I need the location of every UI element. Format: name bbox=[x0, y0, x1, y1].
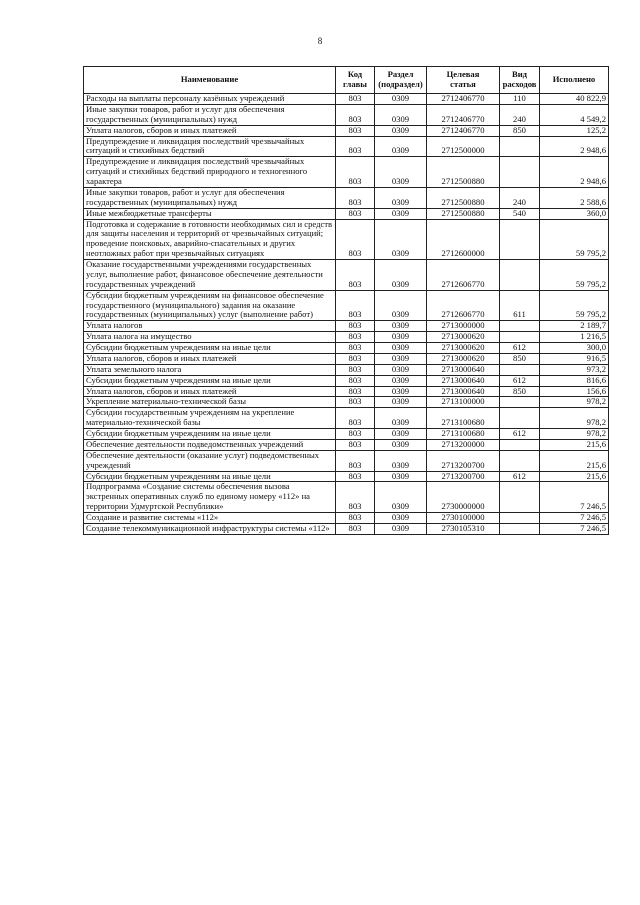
cell-code: 803 bbox=[336, 219, 375, 260]
cell-article: 2712500880 bbox=[427, 208, 500, 219]
cell-name: Уплата налогов, сборов и иных платежей bbox=[84, 353, 336, 364]
cell-type: 612 bbox=[500, 471, 540, 482]
table-row bbox=[84, 375, 609, 386]
cell-type: 110 bbox=[500, 94, 540, 105]
table-body bbox=[84, 94, 609, 535]
cell-article: 2713000620 bbox=[427, 353, 500, 364]
cell-code: 803 bbox=[336, 408, 375, 429]
cell-section: 0309 bbox=[375, 260, 427, 291]
cell-code: 803 bbox=[336, 125, 375, 136]
cell-section: 0309 bbox=[375, 290, 427, 321]
table-row bbox=[84, 523, 609, 534]
cell-section: 0309 bbox=[375, 386, 427, 397]
table-row bbox=[84, 94, 609, 105]
cell-section: 0309 bbox=[375, 187, 427, 208]
table-row bbox=[84, 125, 609, 136]
cell-type bbox=[500, 408, 540, 429]
cell-name: Подпрограмма «Создание системы обеспечения вызова экстренных оперативных служб по единому номеру «112» на территории Удмуртской Республики» bbox=[84, 482, 336, 513]
cell-article: 2712606770 bbox=[427, 290, 500, 321]
cell-code: 803 bbox=[336, 187, 375, 208]
cell-section: 0309 bbox=[375, 104, 427, 125]
cell-section: 0309 bbox=[375, 482, 427, 513]
cell-article: 2713000620 bbox=[427, 332, 500, 343]
table-row bbox=[84, 187, 609, 208]
cell-code: 803 bbox=[336, 104, 375, 125]
cell-name: Создание и развитие системы «112» bbox=[84, 513, 336, 524]
cell-done: 2 948,6 bbox=[540, 157, 609, 188]
cell-section: 0309 bbox=[375, 523, 427, 534]
cell-type: 540 bbox=[500, 208, 540, 219]
cell-section: 0309 bbox=[375, 208, 427, 219]
cell-done: 4 549,2 bbox=[540, 104, 609, 125]
cell-code: 803 bbox=[336, 321, 375, 332]
cell-type: 240 bbox=[500, 187, 540, 208]
table-row bbox=[84, 321, 609, 332]
header-name: Наименование bbox=[84, 67, 336, 94]
table-row bbox=[84, 104, 609, 125]
table-header bbox=[84, 67, 609, 94]
cell-name: Обеспечение деятельности подведомственных учреждений bbox=[84, 439, 336, 450]
cell-code: 803 bbox=[336, 523, 375, 534]
table-row bbox=[84, 397, 609, 408]
cell-section: 0309 bbox=[375, 513, 427, 524]
table-row bbox=[84, 157, 609, 188]
table-row bbox=[84, 450, 609, 471]
cell-done: 2 948,6 bbox=[540, 136, 609, 157]
cell-name: Уплата налогов bbox=[84, 321, 336, 332]
cell-name: Уплата налога на имущество bbox=[84, 332, 336, 343]
table-row bbox=[84, 332, 609, 343]
page-number: 8 bbox=[317, 36, 323, 46]
cell-name: Субсидии бюджетным учреждениям на иные цели bbox=[84, 429, 336, 440]
cell-section: 0309 bbox=[375, 375, 427, 386]
table-row bbox=[84, 364, 609, 375]
table-row bbox=[84, 343, 609, 354]
cell-done: 973,2 bbox=[540, 364, 609, 375]
header-type: Вид расходов bbox=[500, 67, 540, 94]
cell-code: 803 bbox=[336, 136, 375, 157]
table-row bbox=[84, 482, 609, 513]
cell-done: 7 246,5 bbox=[540, 482, 609, 513]
cell-article: 2713000640 bbox=[427, 386, 500, 397]
cell-article: 2712500000 bbox=[427, 136, 500, 157]
cell-section: 0309 bbox=[375, 471, 427, 482]
cell-code: 803 bbox=[336, 94, 375, 105]
cell-code: 803 bbox=[336, 386, 375, 397]
cell-article: 2712406770 bbox=[427, 125, 500, 136]
cell-done: 978,2 bbox=[540, 397, 609, 408]
cell-code: 803 bbox=[336, 450, 375, 471]
cell-code: 803 bbox=[336, 290, 375, 321]
cell-name: Иные закупки товаров, работ и услуг для обеспечения государственных (муниципальных) нужд bbox=[84, 104, 336, 125]
cell-done: 215,6 bbox=[540, 471, 609, 482]
cell-done: 7 246,5 bbox=[540, 523, 609, 534]
table-row bbox=[84, 386, 609, 397]
cell-name: Иные межбюджетные трансферты bbox=[84, 208, 336, 219]
cell-article: 2713000640 bbox=[427, 364, 500, 375]
cell-code: 803 bbox=[336, 513, 375, 524]
table-row bbox=[84, 429, 609, 440]
header-done: Исполнено bbox=[540, 67, 609, 94]
cell-article: 2730105310 bbox=[427, 523, 500, 534]
cell-type bbox=[500, 321, 540, 332]
cell-section: 0309 bbox=[375, 429, 427, 440]
table-row bbox=[84, 408, 609, 429]
cell-article: 2712600000 bbox=[427, 219, 500, 260]
cell-name: Субсидии бюджетным учреждениям на иные цели bbox=[84, 343, 336, 354]
table-row bbox=[84, 439, 609, 450]
cell-done: 215,6 bbox=[540, 450, 609, 471]
cell-done: 916,5 bbox=[540, 353, 609, 364]
cell-name: Создание телекоммуникационной инфраструктуры системы «112» bbox=[84, 523, 336, 534]
cell-article: 2713100000 bbox=[427, 397, 500, 408]
cell-type bbox=[500, 157, 540, 188]
cell-section: 0309 bbox=[375, 125, 427, 136]
table-row bbox=[84, 260, 609, 291]
cell-name: Подготовка и содержание в готовности необходимых сил и средств для защиты населения и территорий от чрезвычайных ситуаций; проведение поисковых, аварийно-спасательных и других неотложных работ при чрезвычайных ситуациях bbox=[84, 219, 336, 260]
cell-done: 300,0 bbox=[540, 343, 609, 354]
header-section: Раздел (подраздел) bbox=[375, 67, 427, 94]
cell-name: Субсидии государственным учреждениям на укрепление материально-технической базы bbox=[84, 408, 336, 429]
cell-type bbox=[500, 260, 540, 291]
cell-article: 2712406770 bbox=[427, 94, 500, 105]
cell-code: 803 bbox=[336, 260, 375, 291]
cell-name: Расходы на выплаты персоналу казённых учреждений bbox=[84, 94, 336, 105]
cell-done: 7 246,5 bbox=[540, 513, 609, 524]
cell-name: Предупреждение и ликвидация последствий чрезвычайных ситуаций и стихийных бедствий природного и техногенного характера bbox=[84, 157, 336, 188]
cell-done: 59 795,2 bbox=[540, 219, 609, 260]
cell-type bbox=[500, 219, 540, 260]
cell-article: 2713000000 bbox=[427, 321, 500, 332]
cell-type bbox=[500, 364, 540, 375]
budget-execution-table bbox=[83, 66, 609, 535]
cell-section: 0309 bbox=[375, 397, 427, 408]
cell-name: Субсидии бюджетным учреждениям на иные цели bbox=[84, 375, 336, 386]
cell-code: 803 bbox=[336, 157, 375, 188]
table-row bbox=[84, 513, 609, 524]
table-row bbox=[84, 219, 609, 260]
cell-code: 803 bbox=[336, 482, 375, 513]
cell-article: 2713200000 bbox=[427, 439, 500, 450]
cell-code: 803 bbox=[336, 353, 375, 364]
cell-section: 0309 bbox=[375, 364, 427, 375]
cell-done: 816,6 bbox=[540, 375, 609, 386]
cell-code: 803 bbox=[336, 439, 375, 450]
cell-article: 2712500880 bbox=[427, 157, 500, 188]
cell-done: 1 216,5 bbox=[540, 332, 609, 343]
cell-type bbox=[500, 397, 540, 408]
cell-done: 360,0 bbox=[540, 208, 609, 219]
cell-section: 0309 bbox=[375, 343, 427, 354]
table-row bbox=[84, 290, 609, 321]
cell-type: 850 bbox=[500, 386, 540, 397]
cell-type: 611 bbox=[500, 290, 540, 321]
cell-article: 2713000620 bbox=[427, 343, 500, 354]
cell-section: 0309 bbox=[375, 94, 427, 105]
cell-article: 2712606770 bbox=[427, 260, 500, 291]
cell-article: 2713200700 bbox=[427, 450, 500, 471]
cell-name: Обеспечение деятельности (оказание услуг) подведомственных учреждений bbox=[84, 450, 336, 471]
cell-type bbox=[500, 332, 540, 343]
header-code: Код главы bbox=[336, 67, 375, 94]
cell-done: 2 189,7 bbox=[540, 321, 609, 332]
cell-name: Субсидии бюджетным учреждениям на финансовое обеспечение государственного (муниципального) задания на оказание государственных (муниципальных) услуг (выполнение работ) bbox=[84, 290, 336, 321]
cell-done: 59 795,2 bbox=[540, 260, 609, 291]
cell-section: 0309 bbox=[375, 157, 427, 188]
cell-article: 2730100000 bbox=[427, 513, 500, 524]
cell-article: 2713100680 bbox=[427, 429, 500, 440]
cell-code: 803 bbox=[336, 332, 375, 343]
cell-article: 2730000000 bbox=[427, 482, 500, 513]
cell-name: Уплата земельного налога bbox=[84, 364, 336, 375]
cell-name: Оказание государственными учреждениями государственных услуг, выполнение работ, финансовое обеспечение деятельности государственных учреждений bbox=[84, 260, 336, 291]
cell-done: 156,6 bbox=[540, 386, 609, 397]
cell-section: 0309 bbox=[375, 332, 427, 343]
cell-done: 125,2 bbox=[540, 125, 609, 136]
cell-section: 0309 bbox=[375, 136, 427, 157]
table-row bbox=[84, 353, 609, 364]
table-row bbox=[84, 208, 609, 219]
cell-type: 612 bbox=[500, 375, 540, 386]
cell-type: 240 bbox=[500, 104, 540, 125]
cell-code: 803 bbox=[336, 397, 375, 408]
cell-code: 803 bbox=[336, 364, 375, 375]
cell-name: Укрепление материально-технической базы bbox=[84, 397, 336, 408]
cell-name: Субсидии бюджетным учреждениям на иные цели bbox=[84, 471, 336, 482]
cell-section: 0309 bbox=[375, 408, 427, 429]
cell-type bbox=[500, 439, 540, 450]
cell-done: 2 588,6 bbox=[540, 187, 609, 208]
cell-type: 612 bbox=[500, 429, 540, 440]
cell-code: 803 bbox=[336, 208, 375, 219]
table-row bbox=[84, 471, 609, 482]
cell-code: 803 bbox=[336, 471, 375, 482]
cell-type: 850 bbox=[500, 125, 540, 136]
cell-done: 978,2 bbox=[540, 408, 609, 429]
cell-article: 2712406770 bbox=[427, 104, 500, 125]
cell-section: 0309 bbox=[375, 439, 427, 450]
cell-section: 0309 bbox=[375, 219, 427, 260]
cell-code: 803 bbox=[336, 343, 375, 354]
cell-article: 2713000640 bbox=[427, 375, 500, 386]
table-row bbox=[84, 136, 609, 157]
cell-done: 978,2 bbox=[540, 429, 609, 440]
header-article: Целевая статья bbox=[427, 67, 500, 94]
cell-code: 803 bbox=[336, 375, 375, 386]
cell-code: 803 bbox=[336, 429, 375, 440]
cell-section: 0309 bbox=[375, 450, 427, 471]
cell-type bbox=[500, 450, 540, 471]
cell-article: 2713200700 bbox=[427, 471, 500, 482]
cell-type bbox=[500, 523, 540, 534]
cell-article: 2712500880 bbox=[427, 187, 500, 208]
cell-article: 2713100680 bbox=[427, 408, 500, 429]
cell-name: Предупреждение и ликвидация последствий чрезвычайных ситуаций и стихийных бедствий bbox=[84, 136, 336, 157]
cell-type bbox=[500, 513, 540, 524]
cell-done: 59 795,2 bbox=[540, 290, 609, 321]
cell-done: 40 822,9 bbox=[540, 94, 609, 105]
cell-name: Уплата налогов, сборов и иных платежей bbox=[84, 125, 336, 136]
cell-type: 850 bbox=[500, 353, 540, 364]
cell-section: 0309 bbox=[375, 353, 427, 364]
cell-type bbox=[500, 136, 540, 157]
cell-done: 215,6 bbox=[540, 439, 609, 450]
cell-name: Иные закупки товаров, работ и услуг для обеспечения государственных (муниципальных) нужд bbox=[84, 187, 336, 208]
cell-section: 0309 bbox=[375, 321, 427, 332]
cell-type bbox=[500, 482, 540, 513]
cell-type: 612 bbox=[500, 343, 540, 354]
cell-name: Уплата налогов, сборов и иных платежей bbox=[84, 386, 336, 397]
